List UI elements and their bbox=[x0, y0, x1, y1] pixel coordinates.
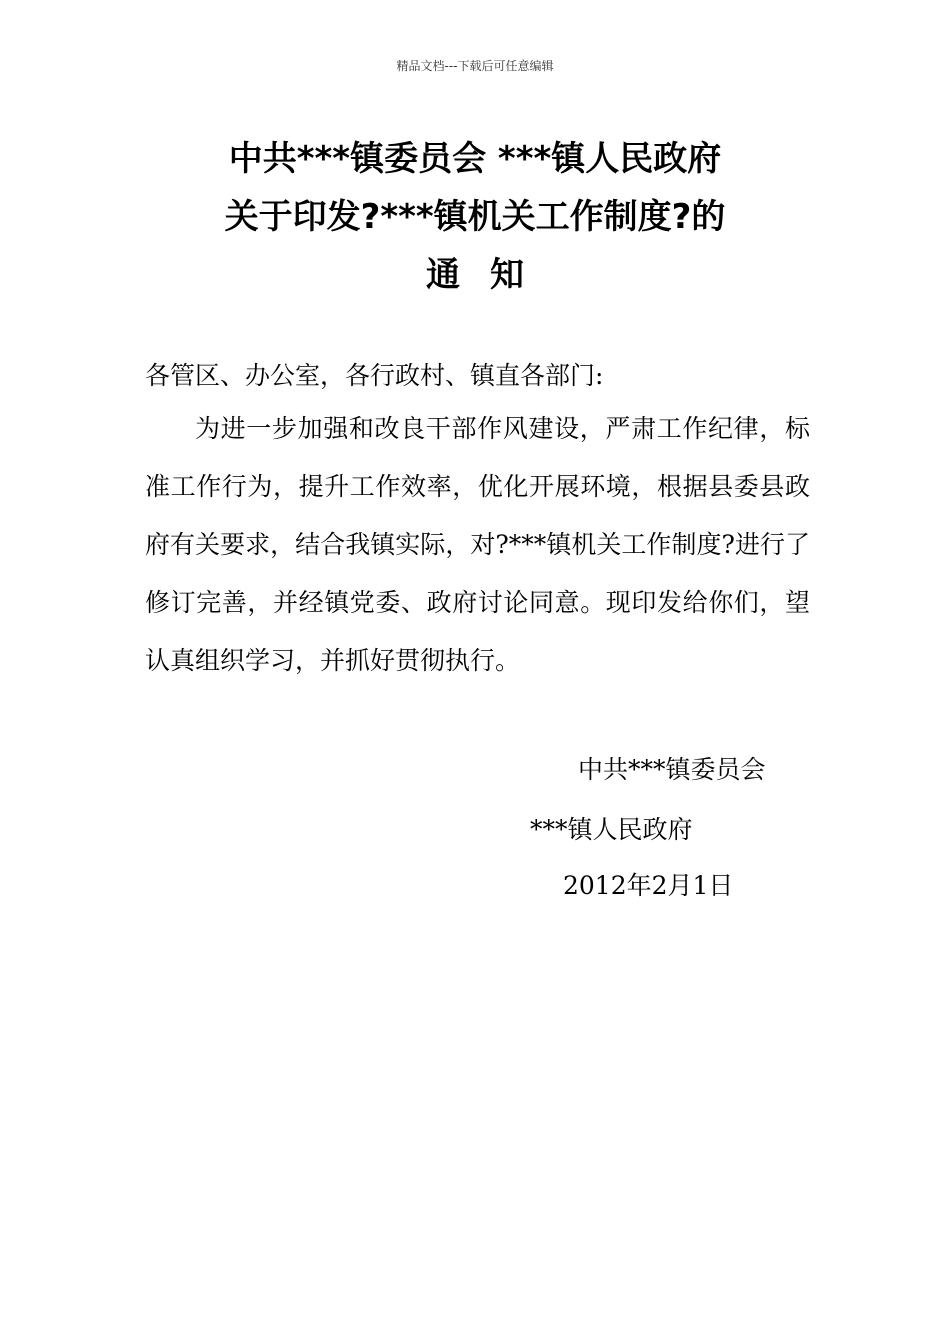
title-line-notice: 通知 bbox=[426, 255, 554, 295]
document-title bbox=[0, 130, 950, 304]
signature-party-committee: 中共***镇委员会 bbox=[578, 755, 766, 784]
signature-government: ***镇人民政府 bbox=[530, 815, 693, 844]
document-watermark: 精品文档---下载后可任意编辑 bbox=[396, 59, 554, 73]
salutation: 各管区、办公室，各行政村、镇直各部门: bbox=[145, 361, 604, 390]
signature-date: 2012年2月1日 bbox=[563, 871, 734, 900]
body-paragraph: 为进一步加强和改良干部作风建设，严肃工作纪律，标准工作行为，提升工作效率，优化开展环境，根据县委县政府有关要求，结合我镇实际，对?***镇机关工作制度?进行了修订完善，并经镇党委、政府讨论同意。现印发给你们，望认真组织学习，并抓好贯彻执行。 bbox=[145, 414, 810, 675]
title-line-subject: 关于印发?***镇机关工作制度?的 bbox=[224, 197, 726, 237]
title-line-issuers: 中共***镇委员会 ***镇人民政府 bbox=[228, 139, 722, 179]
